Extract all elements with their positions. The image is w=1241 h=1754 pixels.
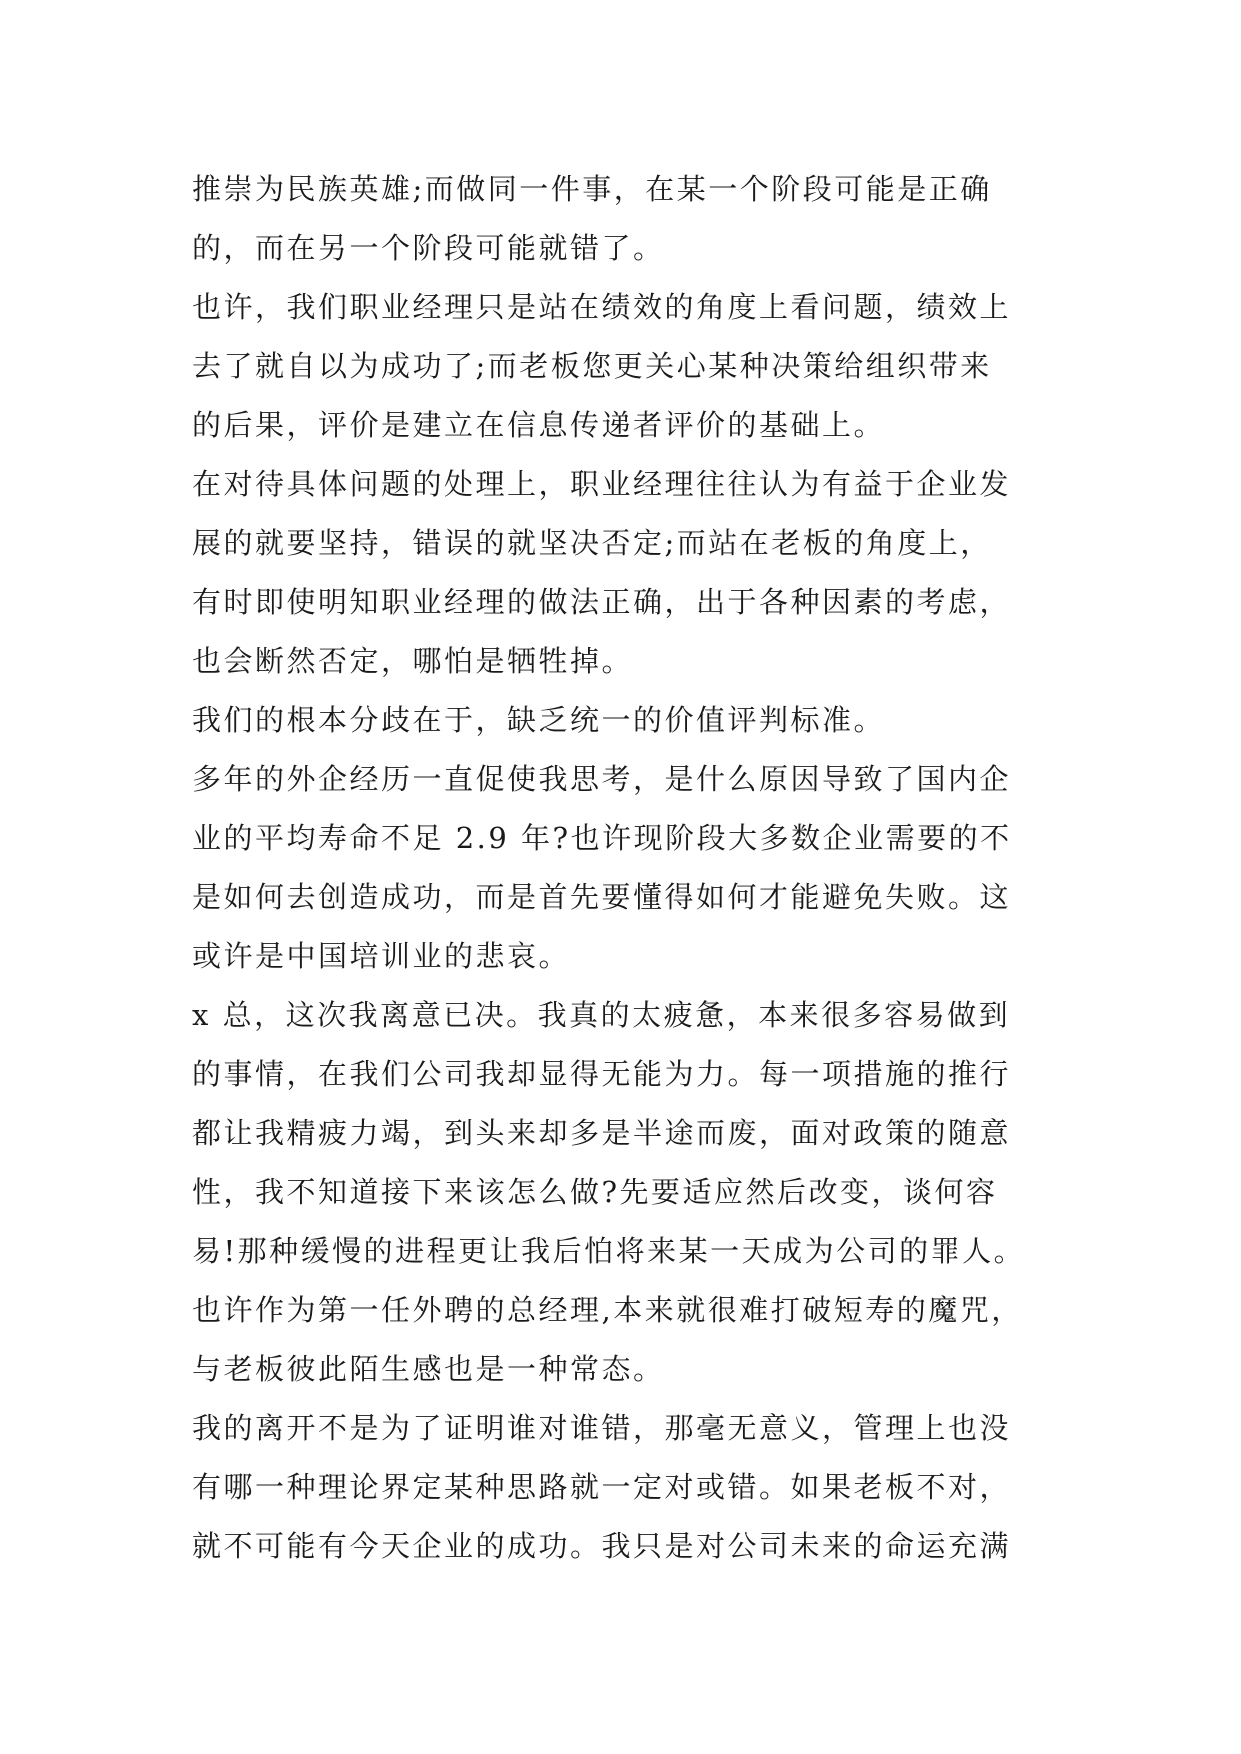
text-line: 的后果，评价是建立在信息传递者评价的基础上。 <box>192 408 886 442</box>
text-line: 的，而在另一个阶段可能就错了。 <box>192 231 665 265</box>
text-line: 也许，我们职业经理只是站在绩效的角度上看问题，绩效上 <box>192 290 1012 324</box>
text-line: 有时即使明知职业经理的做法正确，出于各种因素的考虑， <box>192 585 1012 619</box>
text-line: 也许作为第一任外聘的总经理,本来就很难打破短寿的魔咒， <box>192 1293 1023 1327</box>
text-line: 的事情，在我们公司我却显得无能为力。每一项措施的推行 <box>192 1057 1012 1091</box>
text-line: 我的离开不是为了证明谁对谁错，那毫无意义，管理上也没 <box>192 1411 1012 1445</box>
text-line: 推崇为民族英雄;而做同一件事，在某一个阶段可能是正确 <box>192 172 992 206</box>
text-line: 去了就自以为成功了;而老板您更关心某种决策给组织带来 <box>192 349 992 383</box>
text-line: x 总，这次我离意已决。我真的太疲惫，本来很多容易做到 <box>192 998 1011 1032</box>
text-line: 就不可能有今天企业的成功。我只是对公司未来的命运充满 <box>192 1529 1012 1563</box>
text-line: 都让我精疲力竭，到头来却多是半途而废，面对政策的随意 <box>192 1116 1012 1150</box>
text-line: 在对待具体问题的处理上，职业经理往往认为有益于企业发 <box>192 467 1012 501</box>
body-text <box>192 160 1062 1576</box>
text-line: 是如何去创造成功，而是首先要懂得如何才能避免失败。这 <box>192 880 1012 914</box>
text-line: 多年的外企经历一直促使我思考，是什么原因导致了国内企 <box>192 762 1012 796</box>
text-line: 性，我不知道接下来该怎么做?先要适应然后改变，谈何容 <box>192 1175 998 1209</box>
text-line: 易!那种缓慢的进程更让我后怕将来某一天成为公司的罪人。 <box>192 1234 1026 1268</box>
text-line: 或许是中国培训业的悲哀。 <box>192 939 571 973</box>
text-line: 我们的根本分歧在于，缺乏统一的价值评判标准。 <box>192 703 886 737</box>
text-line: 与老板彼此陌生感也是一种常态。 <box>192 1352 665 1386</box>
text-line: 也会断然否定，哪怕是牺牲掉。 <box>192 644 634 678</box>
text-line: 有哪一种理论界定某种思路就一定对或错。如果老板不对， <box>192 1470 1012 1504</box>
text-line: 展的就要坚持，错误的就坚决否定;而站在老板的角度上， <box>192 526 992 560</box>
text-line: 业的平均寿命不足 2.9 年?也许现阶段大多数企业需要的不 <box>192 821 1012 855</box>
